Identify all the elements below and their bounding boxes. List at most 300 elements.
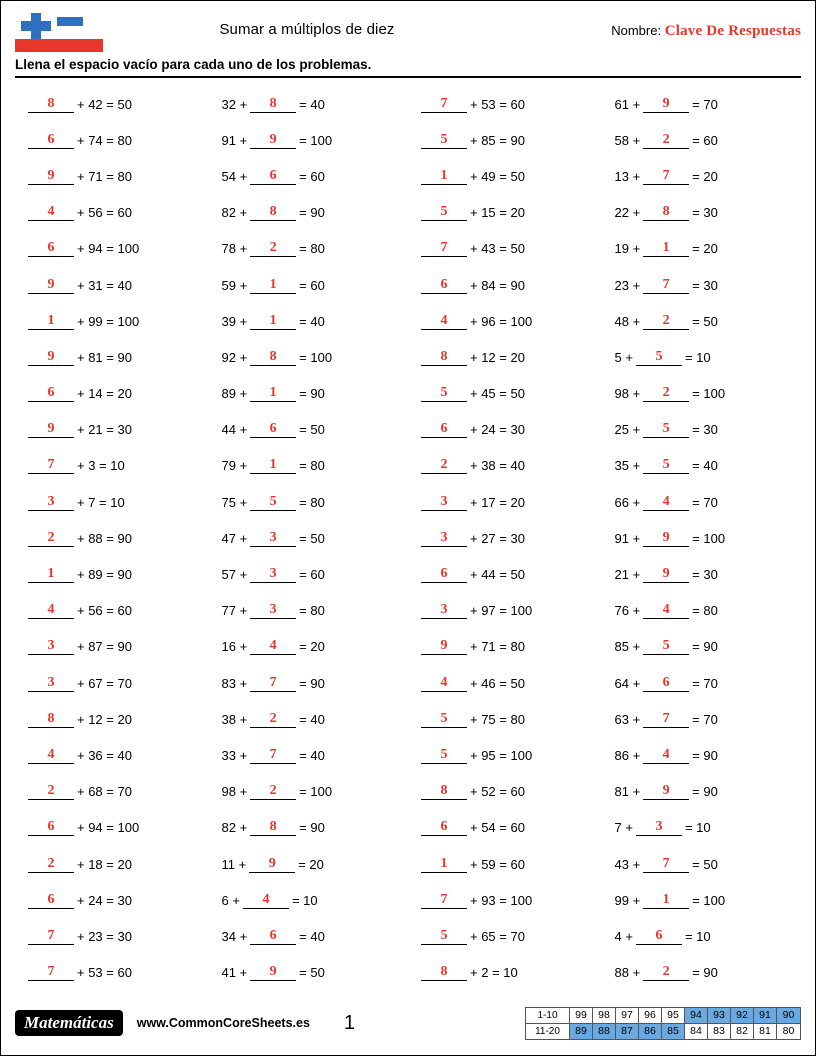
problem-item	[212, 846, 409, 882]
answer-blank[interactable]: 2	[643, 132, 689, 149]
problem-suffix: = 20	[692, 241, 718, 257]
answer-blank[interactable]: 1	[250, 457, 296, 474]
page-title: Sumar a múltiplos de diez	[219, 21, 395, 38]
problem-suffix: + 23 = 30	[77, 928, 132, 944]
answer-blank[interactable]: 7	[250, 675, 296, 692]
scale-row-label: 1-10	[526, 1008, 570, 1024]
problem-suffix: + 71 = 80	[470, 639, 525, 655]
problem-prefix: 75 +	[221, 494, 248, 510]
problem-suffix: = 40	[299, 747, 325, 763]
problem-item	[212, 882, 409, 918]
problem-item	[605, 882, 802, 918]
answer-blank[interactable]: 5	[643, 638, 689, 655]
scale-cell: 89	[570, 1024, 593, 1039]
scale-cell: 96	[639, 1008, 662, 1024]
problem-suffix: + 49 = 50	[470, 168, 525, 184]
problem-item	[605, 376, 802, 412]
problem-suffix: + 27 = 30	[470, 530, 525, 546]
problem-prefix: 19 +	[614, 241, 641, 257]
problem-suffix: + 12 = 20	[470, 349, 525, 365]
problem-prefix: 44 +	[221, 422, 248, 438]
answer-blank[interactable]: 5	[636, 349, 682, 366]
answer-blank[interactable]: 6	[28, 385, 74, 402]
problem-suffix: + 59 = 60	[470, 856, 525, 872]
problem-prefix: 16 +	[221, 639, 248, 655]
problem-item	[15, 629, 212, 665]
problem-prefix: 98 +	[614, 386, 641, 402]
problem-suffix: + 53 = 60	[77, 965, 132, 981]
answer-key-label: Clave De Respuestas	[664, 23, 801, 39]
answer-blank[interactable]: 7	[643, 856, 689, 873]
problem-suffix: + 87 = 90	[77, 639, 132, 655]
scale-cell: 81	[754, 1024, 777, 1039]
problem-item	[15, 484, 212, 520]
problem-suffix: + 93 = 100	[470, 892, 533, 908]
answer-blank[interactable]: 2	[28, 856, 74, 873]
problem-item	[408, 918, 605, 954]
answer-blank[interactable]: 9	[250, 132, 296, 149]
problem-item	[408, 267, 605, 303]
problem-suffix: = 100	[692, 892, 726, 908]
answer-blank[interactable]: 4	[28, 747, 74, 764]
problem-suffix: + 56 = 60	[77, 603, 132, 619]
problem-prefix: 4 +	[614, 928, 633, 944]
problem-item	[408, 158, 605, 194]
problem-suffix: = 20	[298, 856, 324, 872]
problem-suffix: + 94 = 100	[77, 241, 140, 257]
answer-blank[interactable]: 8	[421, 349, 467, 366]
problem-item	[408, 376, 605, 412]
website-url: www.CommonCoreSheets.es	[136, 1016, 310, 1030]
scale-cell: 99	[570, 1008, 593, 1024]
scale-cell: 95	[662, 1008, 685, 1024]
answer-blank[interactable]: 8	[28, 96, 74, 113]
problem-item	[15, 267, 212, 303]
problem-prefix: 34 +	[221, 928, 248, 944]
problem-suffix: = 40	[299, 928, 325, 944]
scale-cell: 92	[731, 1008, 754, 1024]
grading-scale	[525, 1007, 801, 1040]
problem-item	[15, 448, 212, 484]
scale-cell: 87	[616, 1024, 639, 1039]
problem-item	[408, 303, 605, 339]
problem-suffix: + 18 = 20	[77, 856, 132, 872]
scale-cell: 93	[708, 1008, 731, 1024]
answer-blank[interactable]: 1	[421, 168, 467, 185]
plus-minus-logo-icon	[15, 11, 103, 51]
problem-suffix: + 71 = 80	[77, 168, 132, 184]
answer-blank[interactable]: 6	[28, 240, 74, 257]
problem-prefix: 21 +	[614, 567, 641, 583]
problem-item	[408, 593, 605, 629]
problem-suffix: + 44 = 50	[470, 567, 525, 583]
answer-blank[interactable]: 7	[28, 457, 74, 474]
answer-blank[interactable]: 6	[250, 168, 296, 185]
problem-prefix: 92 +	[221, 349, 248, 365]
problem-suffix: = 30	[692, 277, 718, 293]
answer-blank[interactable]: 4	[421, 675, 467, 692]
problem-item	[605, 267, 802, 303]
scale-cell: 80	[782, 1024, 795, 1037]
problem-prefix: 59 +	[221, 277, 248, 293]
answer-blank[interactable]: 5	[250, 494, 296, 511]
answer-blank[interactable]: 4	[643, 602, 689, 619]
problem-item	[605, 774, 802, 810]
problem-item	[212, 267, 409, 303]
problem-item	[212, 339, 409, 375]
answer-blank[interactable]: 6	[643, 675, 689, 692]
answer-blank[interactable]: 1	[643, 892, 689, 909]
answer-blank[interactable]: 5	[421, 928, 467, 945]
problem-suffix: = 90	[692, 965, 718, 981]
answer-blank[interactable]: 3	[421, 494, 467, 511]
problem-suffix: = 60	[692, 132, 718, 148]
answer-blank[interactable]: 7	[643, 711, 689, 728]
answer-blank[interactable]: 8	[643, 204, 689, 221]
answer-blank[interactable]: 7	[28, 928, 74, 945]
answer-blank[interactable]: 6	[636, 928, 682, 945]
problem-item	[605, 918, 802, 954]
problem-prefix: 35 +	[614, 458, 641, 474]
problem-suffix: + 54 = 60	[470, 820, 525, 836]
scale-cell: 98	[593, 1008, 616, 1024]
answer-blank[interactable]: 3	[28, 638, 74, 655]
answer-blank[interactable]: 1	[421, 856, 467, 873]
problem-prefix: 82 +	[221, 205, 248, 221]
answer-blank[interactable]: 7	[421, 892, 467, 909]
problem-prefix: 91 +	[221, 132, 248, 148]
problem-suffix: = 80	[299, 458, 325, 474]
answer-blank[interactable]: 3	[28, 675, 74, 692]
problem-item	[212, 195, 409, 231]
problem-item	[408, 810, 605, 846]
answer-blank[interactable]: 9	[28, 421, 74, 438]
problem-suffix: + 89 = 90	[77, 567, 132, 583]
answer-blank[interactable]: 8	[250, 96, 296, 113]
problem-suffix: + 67 = 70	[77, 675, 132, 691]
problem-suffix: = 100	[692, 530, 726, 546]
answer-blank[interactable]: 7	[643, 277, 689, 294]
problem-suffix: + 15 = 20	[470, 205, 525, 221]
answer-blank[interactable]: 4	[28, 204, 74, 221]
answer-blank[interactable]: 9	[643, 783, 689, 800]
answer-blank[interactable]: 3	[421, 602, 467, 619]
problem-suffix: + 95 = 100	[470, 747, 533, 763]
answer-blank[interactable]: 9	[28, 168, 74, 185]
problem-item	[212, 412, 409, 448]
problem-prefix: 99 +	[614, 892, 641, 908]
problem-suffix: + 17 = 20	[470, 494, 525, 510]
problem-suffix: + 97 = 100	[470, 603, 533, 619]
problem-suffix: + 99 = 100	[77, 313, 140, 329]
problem-prefix: 47 +	[221, 530, 248, 546]
problem-suffix: + 14 = 20	[77, 386, 132, 402]
answer-blank[interactable]: 2	[643, 385, 689, 402]
answer-blank[interactable]: 8	[421, 783, 467, 800]
problem-item	[605, 339, 802, 375]
answer-blank[interactable]: 1	[250, 313, 296, 330]
problem-suffix: = 10	[684, 928, 711, 944]
problem-item	[408, 412, 605, 448]
problem-suffix: + 68 = 70	[77, 784, 132, 800]
problem-prefix: 81 +	[614, 784, 641, 800]
problem-prefix: 82 +	[221, 820, 248, 836]
problem-prefix: 6 +	[221, 892, 240, 908]
problem-prefix: 25 +	[614, 422, 641, 438]
problem-item	[15, 955, 212, 991]
problem-item	[15, 810, 212, 846]
problem-item	[408, 701, 605, 737]
problem-prefix: 38 +	[221, 711, 248, 727]
problem-suffix: = 10	[684, 820, 711, 836]
problem-prefix: 58 +	[614, 132, 641, 148]
answer-blank[interactable]: 3	[250, 566, 296, 583]
problem-item	[408, 882, 605, 918]
problem-item	[15, 339, 212, 375]
problem-item	[408, 846, 605, 882]
scale-cell: 97	[616, 1008, 639, 1024]
scale-cell: 84	[685, 1024, 708, 1039]
scale-row-label: 11-20	[526, 1024, 570, 1039]
problem-suffix: + 36 = 40	[77, 747, 132, 763]
problem-item	[15, 737, 212, 773]
problem-item	[212, 122, 409, 158]
problem-suffix: = 40	[299, 96, 325, 112]
answer-blank[interactable]: 9	[643, 530, 689, 547]
answer-blank[interactable]: 5	[643, 421, 689, 438]
problem-item	[212, 448, 409, 484]
answer-blank[interactable]: 3	[421, 530, 467, 547]
answer-blank[interactable]: 9	[643, 96, 689, 113]
problem-item	[408, 556, 605, 592]
problem-item	[408, 520, 605, 556]
problem-item	[605, 158, 802, 194]
problem-item	[408, 955, 605, 991]
problem-item	[212, 376, 409, 412]
problem-prefix: 48 +	[614, 313, 641, 329]
problem-item	[408, 231, 605, 267]
problem-suffix: = 50	[692, 856, 718, 872]
problem-item	[605, 665, 802, 701]
answer-blank[interactable]: 2	[28, 530, 74, 547]
answer-blank[interactable]: 8	[421, 964, 467, 981]
problem-suffix: + 85 = 90	[470, 132, 525, 148]
problem-prefix: 79 +	[221, 458, 248, 474]
problem-item	[408, 448, 605, 484]
answer-blank[interactable]: 6	[250, 421, 296, 438]
answer-blank[interactable]: 4	[243, 892, 289, 909]
answer-blank[interactable]: 8	[250, 819, 296, 836]
problem-suffix: + 81 = 90	[77, 349, 132, 365]
answer-blank[interactable]: 6	[421, 421, 467, 438]
problem-prefix: 23 +	[614, 277, 641, 293]
answer-blank[interactable]: 6	[421, 566, 467, 583]
problem-suffix: = 70	[692, 675, 718, 691]
scale-cell: 94	[685, 1008, 708, 1024]
problem-item	[15, 195, 212, 231]
answer-blank[interactable]: 4	[643, 747, 689, 764]
problem-item	[15, 701, 212, 737]
problem-item	[605, 593, 802, 629]
problem-prefix: 77 +	[221, 603, 248, 619]
answer-blank[interactable]: 4	[28, 602, 74, 619]
problem-suffix: = 30	[692, 567, 718, 583]
answer-blank[interactable]: 8	[250, 204, 296, 221]
scale-cell: 86	[639, 1024, 662, 1039]
problem-item	[408, 86, 605, 122]
problem-item	[605, 701, 802, 737]
problem-prefix: 98 +	[221, 784, 248, 800]
answer-blank[interactable]: 1	[28, 566, 74, 583]
problem-item	[212, 556, 409, 592]
answer-blank[interactable]: 2	[643, 313, 689, 330]
problem-item	[15, 412, 212, 448]
answer-blank[interactable]: 7	[250, 747, 296, 764]
problem-suffix: = 80	[299, 494, 325, 510]
scale-cell: 90	[777, 1008, 800, 1024]
answer-blank[interactable]: 7	[421, 96, 467, 113]
problem-item	[605, 195, 802, 231]
problem-prefix: 66 +	[614, 494, 641, 510]
problem-item	[212, 231, 409, 267]
problem-suffix: + 43 = 50	[470, 241, 525, 257]
problem-suffix: + 3 = 10	[77, 458, 125, 474]
answer-blank[interactable]: 5	[421, 132, 467, 149]
answer-blank[interactable]: 4	[250, 638, 296, 655]
answer-blank[interactable]: 6	[421, 277, 467, 294]
problem-prefix: 83 +	[221, 675, 248, 691]
answer-blank[interactable]: 2	[250, 783, 296, 800]
answer-blank[interactable]: 9	[28, 277, 74, 294]
answer-blank[interactable]: 1	[250, 385, 296, 402]
problem-item	[15, 86, 212, 122]
answer-blank[interactable]: 7	[28, 964, 74, 981]
answer-blank[interactable]: 4	[643, 494, 689, 511]
scale-cell: 88	[593, 1024, 616, 1039]
problem-item	[15, 918, 212, 954]
problem-suffix: + 46 = 50	[470, 675, 525, 691]
answer-blank[interactable]: 5	[421, 204, 467, 221]
problem-prefix: 5 +	[614, 349, 633, 365]
answer-blank[interactable]: 1	[643, 240, 689, 257]
scale-cell: 85	[662, 1024, 685, 1039]
problem-item	[15, 593, 212, 629]
answer-blank[interactable]: 2	[28, 783, 74, 800]
answer-blank[interactable]: 8	[28, 711, 74, 728]
problem-prefix: 32 +	[221, 96, 248, 112]
problem-suffix: = 90	[692, 784, 718, 800]
problem-item	[605, 448, 802, 484]
problem-suffix: = 20	[299, 639, 325, 655]
problem-suffix: + 88 = 90	[77, 530, 132, 546]
answer-blank[interactable]: 5	[421, 711, 467, 728]
answer-blank[interactable]: 2	[643, 964, 689, 981]
problem-item	[605, 629, 802, 665]
problem-suffix: + 24 = 30	[77, 892, 132, 908]
answer-blank[interactable]: 5	[421, 747, 467, 764]
answer-blank[interactable]: 2	[250, 240, 296, 257]
problem-item	[605, 231, 802, 267]
problem-suffix: = 50	[692, 313, 718, 329]
answer-blank[interactable]: 7	[643, 168, 689, 185]
answer-blank[interactable]: 9	[643, 566, 689, 583]
problem-item	[212, 303, 409, 339]
problem-item	[408, 629, 605, 665]
answer-blank[interactable]: 5	[421, 385, 467, 402]
problem-item	[605, 484, 802, 520]
problem-item	[15, 882, 212, 918]
problem-item	[15, 122, 212, 158]
answer-blank[interactable]: 7	[421, 240, 467, 257]
problem-suffix: = 90	[299, 675, 325, 691]
problem-suffix: = 50	[299, 530, 325, 546]
answer-blank[interactable]: 6	[250, 928, 296, 945]
answer-blank[interactable]: 4	[421, 313, 467, 330]
answer-blank[interactable]: 3	[250, 602, 296, 619]
answer-blank[interactable]: 9	[250, 964, 296, 981]
answer-blank[interactable]: 2	[250, 711, 296, 728]
problem-item	[212, 484, 409, 520]
problem-prefix: 11 +	[221, 856, 247, 872]
answer-blank[interactable]: 9	[421, 638, 467, 655]
problem-item	[15, 520, 212, 556]
problem-item	[212, 86, 409, 122]
problem-suffix: = 50	[299, 422, 325, 438]
answer-blank[interactable]: 9	[249, 856, 295, 873]
answer-blank[interactable]: 8	[250, 349, 296, 366]
answer-blank[interactable]: 6	[421, 819, 467, 836]
answer-blank[interactable]: 3	[636, 819, 682, 836]
problem-suffix: + 75 = 80	[470, 711, 525, 727]
problem-item	[15, 774, 212, 810]
answer-blank[interactable]: 6	[28, 819, 74, 836]
problem-item	[408, 665, 605, 701]
problem-prefix: 91 +	[614, 530, 641, 546]
problem-item	[212, 774, 409, 810]
problem-suffix: = 10	[684, 349, 711, 365]
problem-suffix: = 100	[299, 784, 333, 800]
problem-prefix: 13 +	[614, 168, 641, 184]
answer-blank[interactable]: 2	[421, 457, 467, 474]
answer-blank[interactable]: 6	[28, 132, 74, 149]
answer-blank[interactable]: 1	[28, 313, 74, 330]
problem-suffix: + 65 = 70	[470, 928, 525, 944]
problem-prefix: 54 +	[221, 168, 248, 184]
answer-blank[interactable]: 1	[250, 277, 296, 294]
problem-prefix: 88 +	[614, 965, 641, 981]
problem-suffix: = 40	[692, 458, 718, 474]
problem-prefix: 57 +	[221, 567, 248, 583]
problem-prefix: 63 +	[614, 711, 641, 727]
problem-suffix: = 30	[692, 422, 718, 438]
problem-suffix: = 90	[692, 747, 718, 763]
problem-suffix: = 40	[299, 711, 325, 727]
problem-prefix: 41 +	[221, 965, 248, 981]
problem-item	[605, 122, 802, 158]
problem-item	[212, 593, 409, 629]
scale-cell: 82	[731, 1024, 754, 1039]
problem-item	[605, 955, 802, 991]
problem-suffix: + 21 = 30	[77, 422, 132, 438]
answer-blank[interactable]: 3	[250, 530, 296, 547]
answer-blank[interactable]: 3	[28, 494, 74, 511]
problem-suffix: + 12 = 20	[77, 711, 132, 727]
answer-blank[interactable]: 9	[28, 349, 74, 366]
answer-blank[interactable]: 5	[643, 457, 689, 474]
problem-suffix: + 24 = 30	[470, 422, 525, 438]
answer-blank[interactable]: 6	[28, 892, 74, 909]
problem-prefix: 43 +	[614, 856, 641, 872]
